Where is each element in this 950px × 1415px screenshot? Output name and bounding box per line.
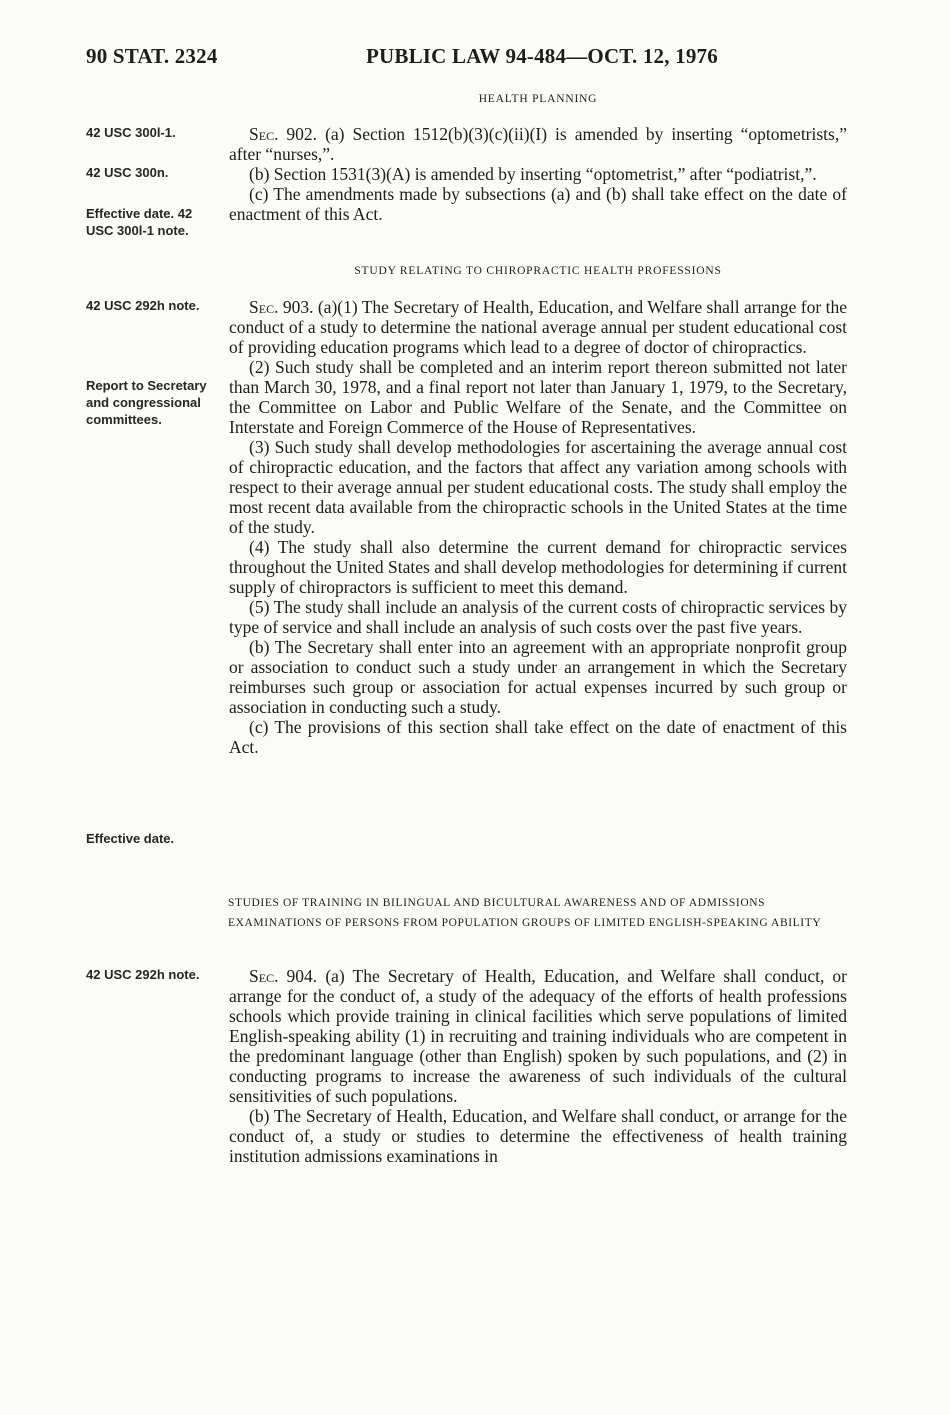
paragraph-a3: (3) Such study shall develop methodologies for ascertaining the average annual cost of chiropractic education, and the factors that affect any variation among schools with respect to their average annual per student educational costs. The study shall employ the most recent data available from the chiropractic schools in the United States at the time of the study. — [229, 437, 847, 537]
section-904 — [229, 966, 847, 1166]
law-title-header: PUBLIC LAW 94-484—OCT. 12, 1976 — [366, 44, 718, 68]
section-label: Sec. 903. — [249, 297, 314, 317]
section-903 — [229, 297, 847, 757]
paragraph-b: (b) The Secretary of Health, Education, and Welfare shall conduct, or arrange for the conduct of, a study or studies to determine the effectiveness of health training institution admissions examinations in — [229, 1106, 847, 1166]
margin-note-citation: 42 USC 292h note. — [86, 298, 200, 313]
margin-note-effective-date: Effective date. 42 USC 300l-1 note. — [86, 206, 193, 238]
paragraph-a1: (a)(1) The Secretary of Health, Education, and Welfare shall arrange for the conduct of a study to determine the national average annual per student educational cost of providing education programs which lead to a degree of doctor of chiropractics. — [229, 297, 847, 357]
section-902 — [229, 124, 847, 224]
margin-note-report: Report to Secretary and congressional committees. — [86, 378, 207, 427]
stat-page-number: 90 STAT. 2324 — [86, 44, 218, 68]
section-label: Sec. 902. — [249, 124, 318, 144]
paragraph-a2: (2) Such study shall be completed and an interim report thereon submitted not later than March 30, 1978, and a final report not later than January 1, 1979, to the Secretary, the Committee on Labor and Public Welfare of the Senate, and the Committee on Interstate and Foreign Commerce of the House of Representatives. — [229, 357, 847, 437]
paragraph-c: (c) The provisions of this section shall take effect on the date of enactment of this Act. — [229, 717, 847, 757]
paragraph-a5: (5) The study shall include an analysis of the current costs of chiropractic services by type of service and shall include an analysis of such costs over the past five years. — [229, 597, 847, 637]
paragraph-b: (b) Section 1531(3)(A) is amended by inserting “optometrist,” after “podiatrist,”. — [249, 164, 817, 184]
section-heading-chiropractic: STUDY RELATING TO CHIROPRACTIC HEALTH PROFESSIONS — [354, 265, 722, 277]
paragraph-b: (b) The Secretary shall enter into an agreement with an appropriate nonprofit group or association to conduct such a study under an arrangement in which the Secretary reimburses such group or association for actual expenses incurred by such group or association in conducting such a study. — [229, 637, 847, 717]
section-heading-health-planning: HEALTH PLANNING — [478, 93, 598, 105]
margin-note-citation: 42 USC 300l-1. — [86, 125, 176, 140]
section-label: Sec. 904. — [249, 966, 318, 986]
section-heading-bilingual-studies: STUDIES OF TRAINING IN BILINGUAL AND BICULTURAL AWARENESS AND OF ADMISSIONS EXAMINATIONS OF PERSONS FROM POPULATION GROUPS OF LIMITED ENGLISH-SPEAKING ABILITY — [228, 897, 822, 929]
margin-note-citation: 42 USC 300n. — [86, 165, 169, 180]
paragraph-a: (a) The Secretary of Health, Education, and Welfare shall conduct, or arrange for the conduct of, a study of the adequacy of the efforts of health professions schools which provide training in clinical facilities which serve populations of limited English-speaking ability (1) in recruiting and training individuals who are competent in the predominant language (other than English) spoken by such populations, and (2) in conducting programs to increase the awareness of such individuals of the cultural sensitivities of such populations. — [229, 966, 848, 1106]
paragraph-c: (c) The amendments made by subsections (a) and (b) shall take effect on the date of enactment of this Act. — [229, 184, 847, 224]
margin-note-effective-date: Effective date. — [86, 831, 175, 846]
paragraph-a: (a) Section 1512(b)(3)(c)(ii)(I) is amended by inserting “optometrists,” after “nurses,”. — [229, 124, 848, 164]
paragraph-a4: (4) The study shall also determine the current demand for chiropractic services throughout the United States and shall develop methodologies for determining if current supply of chiropractors is sufficient to meet this demand. — [229, 537, 847, 597]
margin-note-citation: 42 USC 292h note. — [86, 967, 200, 982]
